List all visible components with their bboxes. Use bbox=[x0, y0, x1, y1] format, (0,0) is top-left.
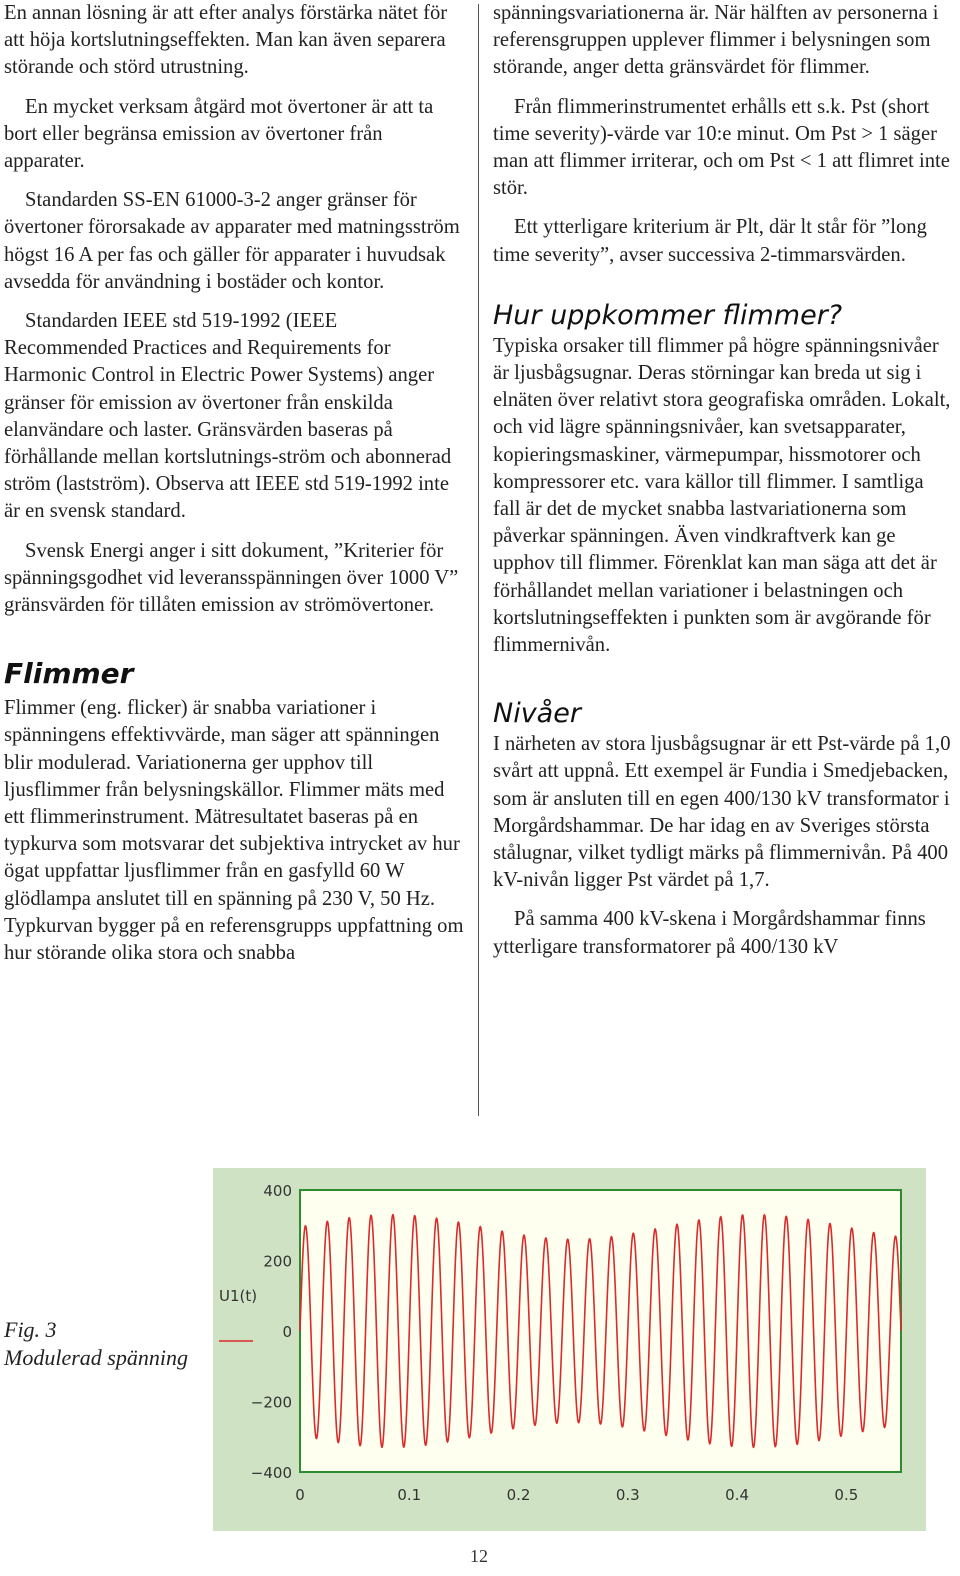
x-tick-label: 0.5 bbox=[834, 1486, 859, 1504]
y-tick-label: 400 bbox=[263, 1182, 292, 1200]
section-heading-nivaer: Nivåer bbox=[493, 698, 581, 730]
chart-frame bbox=[213, 1168, 926, 1531]
paragraph: I närheten av stora ljusbågsugnar är ett Pst-värde på 1,0 svårt att uppnå. Ett exempel är Fundia i Smedjebacken, som är ansluten till en egen 400/130 kV transformator i Morgårdshammar. De har idag en av Sveriges största stålugnar, vilket tydligt märks på flimmernivån. På 400 kV-nivån ligger Pst värdet på 1,7. bbox=[493, 733, 951, 892]
paragraph: En annan lösning är att efter analys förstärka nätet för att höja kortslutningseffekten. Man kan även separera störande och störd utrustning. bbox=[4, 2, 448, 79]
y-tick-label: 200 bbox=[263, 1252, 292, 1271]
section-heading-hur-uppkommer: Hur uppkommer flimmer? bbox=[493, 299, 843, 331]
x-tick-label: 0.2 bbox=[506, 1486, 531, 1504]
x-tick-label: 0.3 bbox=[615, 1486, 640, 1504]
section-heading-flimmer: Flimmer bbox=[4, 657, 134, 691]
y-axis-label: U1(t) bbox=[219, 1287, 258, 1305]
modulated-voltage-chart bbox=[213, 1168, 926, 1531]
y-tick-label: −200 bbox=[250, 1393, 292, 1412]
paragraph: spänningsvariationerna är. När hälften av personerna i referensgruppen upplever flimmer i belysningen som störande, anger detta gränsvärdet för flimmer. bbox=[493, 2, 939, 79]
paragraph: Från flimmerinstrumentet erhålls ett s.k. Pst (short time severity)-värde var 10:e minut. Om Pst > 1 säger man att flimmer irriterar, och om Pst < 1 att flimret inte stör. bbox=[493, 95, 950, 200]
x-tick-label: 0 bbox=[295, 1486, 305, 1504]
figure-number: Fig. 3 bbox=[4, 1317, 57, 1342]
left-column bbox=[4, 0, 464, 967]
paragraph: Svensk Energi anger i sitt dokument, ”Kriterier för spänningsgodhet vid leveransspänningen över 1000 V” gränsvärden för tillåten emission av strömövertoner. bbox=[4, 539, 459, 617]
x-tick-label: 0.4 bbox=[725, 1486, 750, 1504]
paragraph: En mycket verksam åtgärd mot övertoner är att ta bort eller begränsa emission av övertoner från apparater. bbox=[4, 95, 434, 173]
paragraph: Standarden IEEE std 519-1992 (IEEE Recommended Practices and Requirements for Harmonic Control in Electric Power Systems) anger gränser för emission av övertoner från enskilda elanvändare och laster. Gränsvärden baseras på förhållande mellan kortslutnings-ström och abonnerad ström (lastström). Observa att IEEE std 519-1992 inte är en svensk standard. bbox=[4, 310, 452, 523]
column-divider bbox=[478, 4, 479, 1116]
paragraph: Flimmer (eng. flicker) är snabba variationer i spänningens effektivvärde, man säger att spänningen blir modulerad. Variationerna ger upphov till ljusflimmer från belysningskällor. Flimmer mäts med ett flimmerinstrument. Mätresultatet baseras på en typkurva som motsvarar det subjektiva intrycket av hur ögat uppfattar ljusflimmer från en gasfylld 60 W glödlampa anslutet till en spänning på 230 V, 50 Hz. bbox=[4, 697, 460, 910]
figure-caption bbox=[4, 1316, 209, 1372]
paragraph: Standarden SS-EN 61000-3-2 anger gränser för övertoner förorsakade av apparater med matningsström högst 16 A per fas och gäller för apparater i huvudsak avsedda för användning i bostäder och kontor. bbox=[4, 189, 460, 293]
y-tick-label: 0 bbox=[282, 1323, 292, 1341]
right-column bbox=[493, 0, 953, 961]
paragraph: På samma 400 kV-skena i Morgårdshammar finns ytterligare transformatorer på 400/130 kV bbox=[493, 908, 926, 958]
paragraph: Typkurvan bygger på en referensgrupps uppfattning om hur störande olika stora och snabba bbox=[4, 914, 464, 965]
paragraph: Typiska orsaker till flimmer på högre spänningsnivåer är ljusbågsugnar. Deras störningar kan breda ut sig i elnäten över relativt stora geografiska områden. Lokalt, och vid lägre spänningsnivåer, kan svetsapparater, kopieringsmaskiner, värmepumpar, hissmotorer och kompressorer etc. vara källor till flimmer. I samtliga fall är det de mycket snabba lastvariationerna som påverkar spänningen. Även vindkraftverk kan ge upphov till flimmer. Förenklat kan man säga att det är förhållandet mellan variationer i belastningen och kortslutningseffekten i punkten som är avgörande för flimmernivån. bbox=[493, 334, 951, 657]
y-tick-label: −400 bbox=[250, 1464, 292, 1482]
page-number: 12 bbox=[470, 1546, 488, 1566]
paragraph: Ett ytterligare kriterium är Plt, där lt står för ”long time severity”, avser successiva 2-timmarsvärden. bbox=[493, 216, 927, 266]
x-tick-label: 0.1 bbox=[397, 1486, 422, 1504]
figure-title: Modulerad spänning bbox=[4, 1345, 188, 1370]
